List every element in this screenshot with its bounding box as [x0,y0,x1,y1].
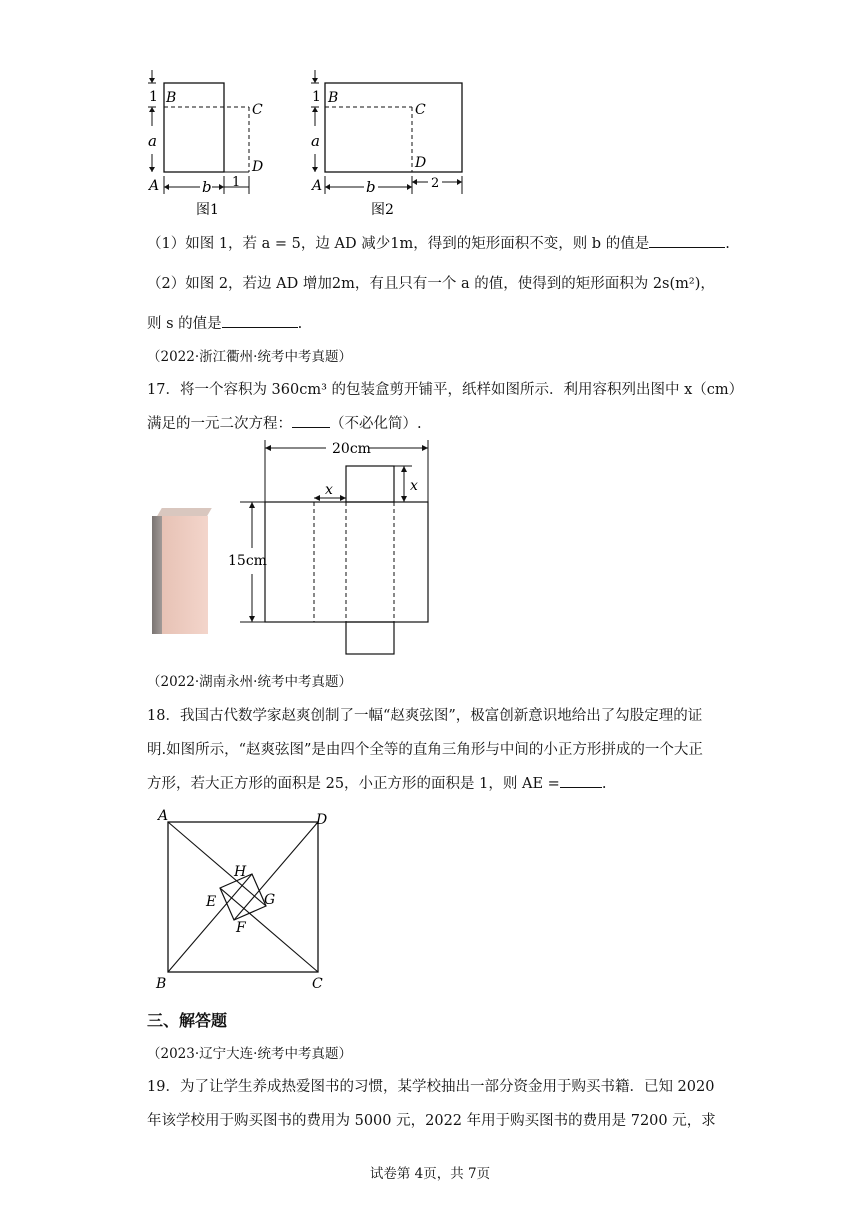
q16-part2-end: . [297,316,303,332]
q16-part1-end: . [725,236,730,252]
fig2-point-B: B [328,90,339,106]
q19-line1: 19．为了让学生养成热爱图书的习惯，某学校抽出一部分资金用于购买书籍．已知 2020 [147,1079,715,1095]
rectangle-figures [140,66,480,222]
fig2-label: 图2 [371,202,394,218]
label-E: E [206,894,217,910]
box-net-diagram [228,440,440,658]
label-H: H [234,864,247,880]
net-top-flap [346,466,394,502]
label-G: G [264,892,276,908]
q16-part2 [147,272,715,293]
q18-line2: 明.如图所示，“赵爽弦图”是由四个全等的直角三角形与中间的小正方形拼成的一个大正 [147,742,703,758]
q17-line2 [147,412,422,433]
q16-answer-blank-1[interactable] [649,247,725,248]
net-dim-height: 15cm [228,553,267,569]
label-D: D [316,812,328,828]
fig1-label: 图1 [196,202,219,218]
q17-line2a: 满足的一元二次方程： [147,416,292,432]
zhao-shuang-diagram [150,808,340,990]
fig1-len-top: 1 [149,89,158,105]
net-bottom-flap [346,622,394,654]
section-title: 三、解答题 [147,1011,228,1030]
q18-line1: 18．我国古代数学家赵爽创制了一幅“赵爽弦图”，极富创新意识地给出了勾股定理的证 [147,708,703,724]
page-footer: 试卷第 4页，共 7页 [369,1166,491,1182]
fig2-point-C: C [415,102,426,118]
label-C: C [312,976,323,992]
q16-part2-cont-text: 则 s 的值是 [147,316,222,332]
q16-part1 [147,232,730,253]
fig2-len-top: 1 [312,89,321,105]
q17-answer-blank[interactable] [292,427,330,428]
label-F: F [236,920,246,936]
q18-line3b: . [601,776,607,792]
q17-line1: 17．将一个容积为 360cm³ 的包装盒剪开铺平，纸样如图所示．利用容积列出图中 x（cm） [147,382,744,398]
q19-source: （2023·辽宁大连·统考中考真题） [147,1046,352,1062]
q16-part2-text: （2）如图 2，若边 AD 增加2m，有且只有一个 a 的值，使得到的矩形面积为 2s(m²)， [147,276,715,292]
fig1-point-B: B [166,90,177,106]
box-3d-image [152,508,208,636]
label-A: A [158,808,169,824]
net-dim-width: 20cm [332,441,371,457]
q18-line3a: 方形，若大正方形的面积是 25，小正方形的面积是 1，则 AE = [147,776,560,792]
fig1-point-D: D [252,159,264,175]
figure-1 [147,70,263,218]
q17-line2b: （不必化简）. [330,416,422,432]
fig2-point-A: A [312,178,323,194]
q19-line2: 年该学校用于购买图书的费用为 5000 元，2022 年用于购买图书的费用是 7200 元，求 [147,1113,716,1129]
net-dim-x-left: x [325,482,333,498]
figure-2 [310,70,462,218]
fig2-len-b: b [366,178,376,196]
fig2-point-D: D [415,155,427,171]
fig1-len-a: a [148,132,157,150]
fig2-len-a: a [311,132,320,150]
fig2-rectangle [325,83,462,172]
net-dim-x-right: x [410,478,418,494]
small-square [220,874,266,920]
q17-source: （2022·浙江衢州·统考中考真题） [147,349,352,365]
q16-part2-cont [147,312,302,333]
fig1-point-C: C [252,102,263,118]
fig2-len-right: 2 [431,176,440,191]
fig1-len-right: 1 [232,175,241,190]
q16-part1-text: （1）如图 1，若 a = 5，边 AD 减少1m，得到的矩形面积不变，则 b 的值是 [147,236,650,252]
big-square [168,822,318,972]
fig1-point-A: A [149,178,160,194]
fig1-len-b: b [202,178,212,196]
q16-answer-blank-2[interactable] [222,327,298,328]
q18-answer-blank[interactable] [560,787,602,788]
label-B: B [156,976,167,992]
q18-source: （2022·湖南永州·统考中考真题） [147,674,352,690]
q18-line3 [147,772,606,793]
